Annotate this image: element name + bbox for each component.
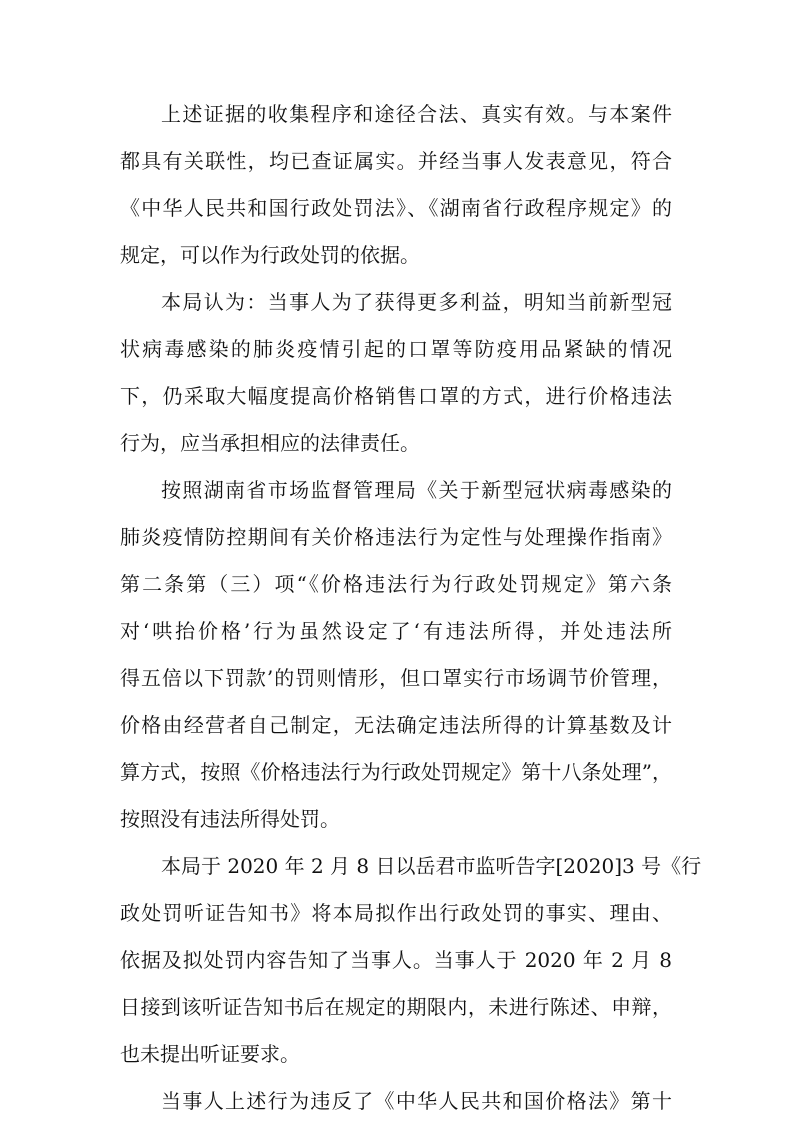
paragraph-3-line-8: 按照没有违法所得处罚。	[120, 807, 340, 831]
paragraph-3-line-1: 按照湖南省市场监督管理局《关于新型冠状病毒感染的	[161, 478, 672, 502]
paragraph-3-line-5: 得五倍以下罚款’的罚则情形，但口罩实行市场调节价管理，	[120, 666, 672, 690]
paragraph-4-line-5: 也未提出听证要求。	[120, 1042, 300, 1066]
paragraph-3-line-7: 算方式，按照《价格违法行为行政处罚规定》第十八条处理”，	[120, 760, 672, 784]
paragraph-3-line-2: 肺炎疫情防控期间有关价格违法行为定性与处理操作指南》	[120, 525, 672, 549]
paragraph-2-line-4: 行为，应当承担相应的法律责任。	[120, 431, 420, 455]
paragraph-3-line-3: 第二条第（三）项“《价格违法行为行政处罚规定》第六条	[120, 572, 672, 596]
paragraph-4-line-1: 本局于 2020 年 2 月 8 日以岳君市监听告字[2020]3 号《行	[161, 854, 702, 878]
paragraph-1-line-2: 都具有关联性，均已查证属实。并经当事人发表意见，符合	[120, 149, 672, 173]
paragraph-4-line-4: 日接到该听证告知书后在规定的期限内，未进行陈述、申辩，	[120, 995, 672, 1019]
paragraph-1-line-3: 《中华人民共和国行政处罚法》、《湖南省行政程序规定》的	[120, 196, 672, 220]
paragraph-2-line-1: 本局认为：当事人为了获得更多利益，明知当前新型冠	[161, 290, 672, 314]
paragraph-4-line-3: 依据及拟处罚内容告知了当事人。当事人于 2020 年 2 月 8	[120, 948, 672, 972]
paragraph-1-line-4: 规定，可以作为行政处罚的依据。	[120, 243, 420, 267]
paragraph-3-line-6: 价格由经营者自己制定，无法确定违法所得的计算基数及计	[120, 713, 672, 737]
paragraph-3-line-4: 对‘哄抬价格’行为虽然设定了‘有违法所得，并处违法所	[120, 619, 672, 643]
paragraph-1-line-1: 上述证据的收集程序和途径合法、真实有效。与本案件	[161, 102, 672, 126]
paragraph-4-line-2: 政处罚听证告知书》将本局拟作出行政处罚的事实、理由、	[120, 901, 672, 925]
paragraph-2-line-3: 下，仍采取大幅度提高价格销售口罩的方式，进行价格违法	[120, 384, 672, 408]
paragraph-2-line-2: 状病毒感染的肺炎疫情引起的口罩等防疫用品紧缺的情况	[120, 337, 672, 361]
paragraph-5-line-1: 当事人上述行为违反了《中华人民共和国价格法》第十	[161, 1089, 672, 1113]
